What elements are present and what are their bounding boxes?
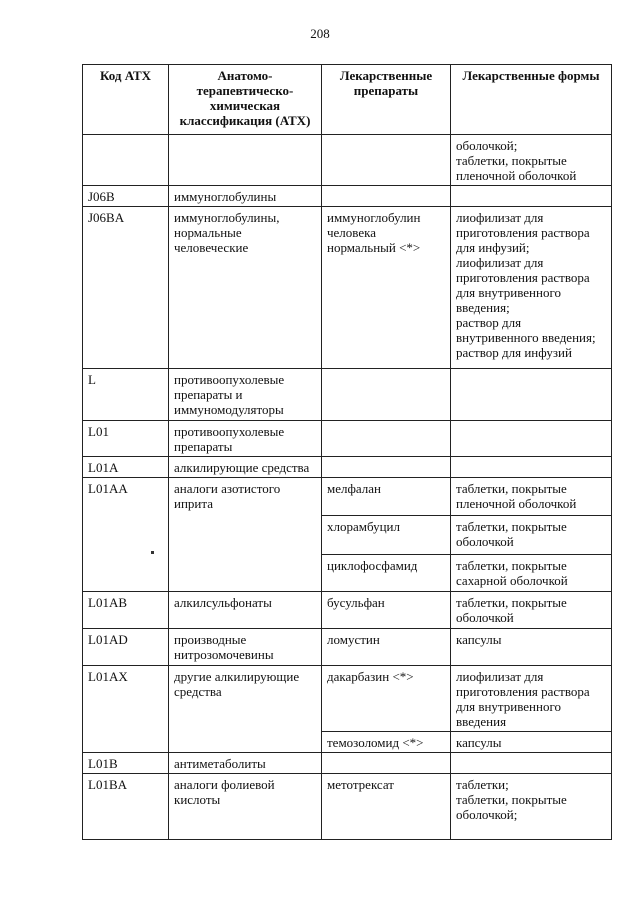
cell-code: L01BA [83, 774, 169, 840]
cell-form: таблетки, покрытые пленочной оболочкой [451, 478, 612, 516]
cell-drug: метотрексат [322, 774, 451, 840]
cell-form: таблетки, покрытые оболочкой [451, 516, 612, 555]
table-row [83, 186, 612, 207]
header-dosage-forms: Лекарственные формы [451, 65, 612, 135]
cell-drug: темозоломид <*> [322, 732, 451, 753]
cell-drug: хлорамбуцил [322, 516, 451, 555]
cell-drug: мелфалан [322, 478, 451, 516]
cell-form [451, 369, 612, 421]
cell-form: капсулы [451, 732, 612, 753]
cell-drug [322, 369, 451, 421]
cell-class: другие алкилирующие средства [169, 666, 322, 753]
page-number: 208 [310, 26, 330, 41]
cell-class [169, 135, 322, 186]
cell-form [451, 186, 612, 207]
table-row [83, 135, 612, 186]
cell-form [451, 753, 612, 774]
header-drugs: Лекарственные препараты [322, 65, 451, 135]
cell-class: противоопухолевые препараты [169, 421, 322, 457]
table-row [83, 457, 612, 478]
cell-drug [322, 457, 451, 478]
cell-code: L01 [83, 421, 169, 457]
table-row [83, 629, 612, 666]
cell-class: алкилсульфонаты [169, 592, 322, 629]
cell-form: лиофилизат для приготовления раствора для инфузий; лиофилизат для приготовления раствора для внутривенного введения; раствор для внутривенного введения; раствор для инфузий [451, 207, 612, 369]
cell-class: иммуноглобулины, нормальные человеческие [169, 207, 322, 369]
cell-code: L01AD [83, 629, 169, 666]
cell-class: аналоги фолиевой кислоты [169, 774, 322, 840]
cell-drug [322, 753, 451, 774]
cell-drug: иммуноглобулин человека нормальный <*> [322, 207, 451, 369]
table-header-row [83, 65, 612, 135]
table-row [83, 421, 612, 457]
cell-class: производные нитрозомочевины [169, 629, 322, 666]
cell-code [83, 135, 169, 186]
cell-code: J06BA [83, 207, 169, 369]
cell-form: таблетки; таблетки, покрытые оболочкой; [451, 774, 612, 840]
cell-code: L01A [83, 457, 169, 478]
atx-drug-table [82, 64, 612, 840]
table-row [83, 207, 612, 369]
table-row [83, 478, 612, 516]
cell-form: оболочкой; таблетки, покрытые пленочной оболочкой [451, 135, 612, 186]
cell-drug: циклофосфамид [322, 555, 451, 592]
cell-code: L [83, 369, 169, 421]
cell-code: L01AA [83, 478, 169, 592]
cell-drug: бусульфан [322, 592, 451, 629]
cell-drug: ломустин [322, 629, 451, 666]
cell-drug [322, 186, 451, 207]
cell-form [451, 421, 612, 457]
cell-class: аналоги азотистого иприта [169, 478, 322, 592]
table-row [83, 592, 612, 629]
cell-form: капсулы [451, 629, 612, 666]
cell-form: таблетки, покрытые оболочкой [451, 592, 612, 629]
header-atx-code: Код АТХ [83, 65, 169, 135]
cell-code: J06B [83, 186, 169, 207]
cell-class: иммуноглобулины [169, 186, 322, 207]
table-row [83, 666, 612, 732]
cell-form: лиофилизат для приготовления раствора для внутривенного введения [451, 666, 612, 732]
table-row [83, 753, 612, 774]
scan-speck [151, 551, 154, 554]
cell-drug [322, 421, 451, 457]
cell-form: таблетки, покрытые сахарной оболочкой [451, 555, 612, 592]
cell-code: L01AB [83, 592, 169, 629]
cell-class: алкилирующие средства [169, 457, 322, 478]
cell-form [451, 457, 612, 478]
cell-class: противоопухолевые препараты и иммуномодуляторы [169, 369, 322, 421]
cell-class: антиметаболиты [169, 753, 322, 774]
cell-drug [322, 135, 451, 186]
cell-code: L01B [83, 753, 169, 774]
table-row [83, 369, 612, 421]
cell-code: L01AX [83, 666, 169, 753]
table-row [83, 774, 612, 840]
cell-drug: дакарбазин <*> [322, 666, 451, 732]
header-atx-classification: Анатомо- терапевтическо- химическая классификация (АТХ) [169, 65, 322, 135]
